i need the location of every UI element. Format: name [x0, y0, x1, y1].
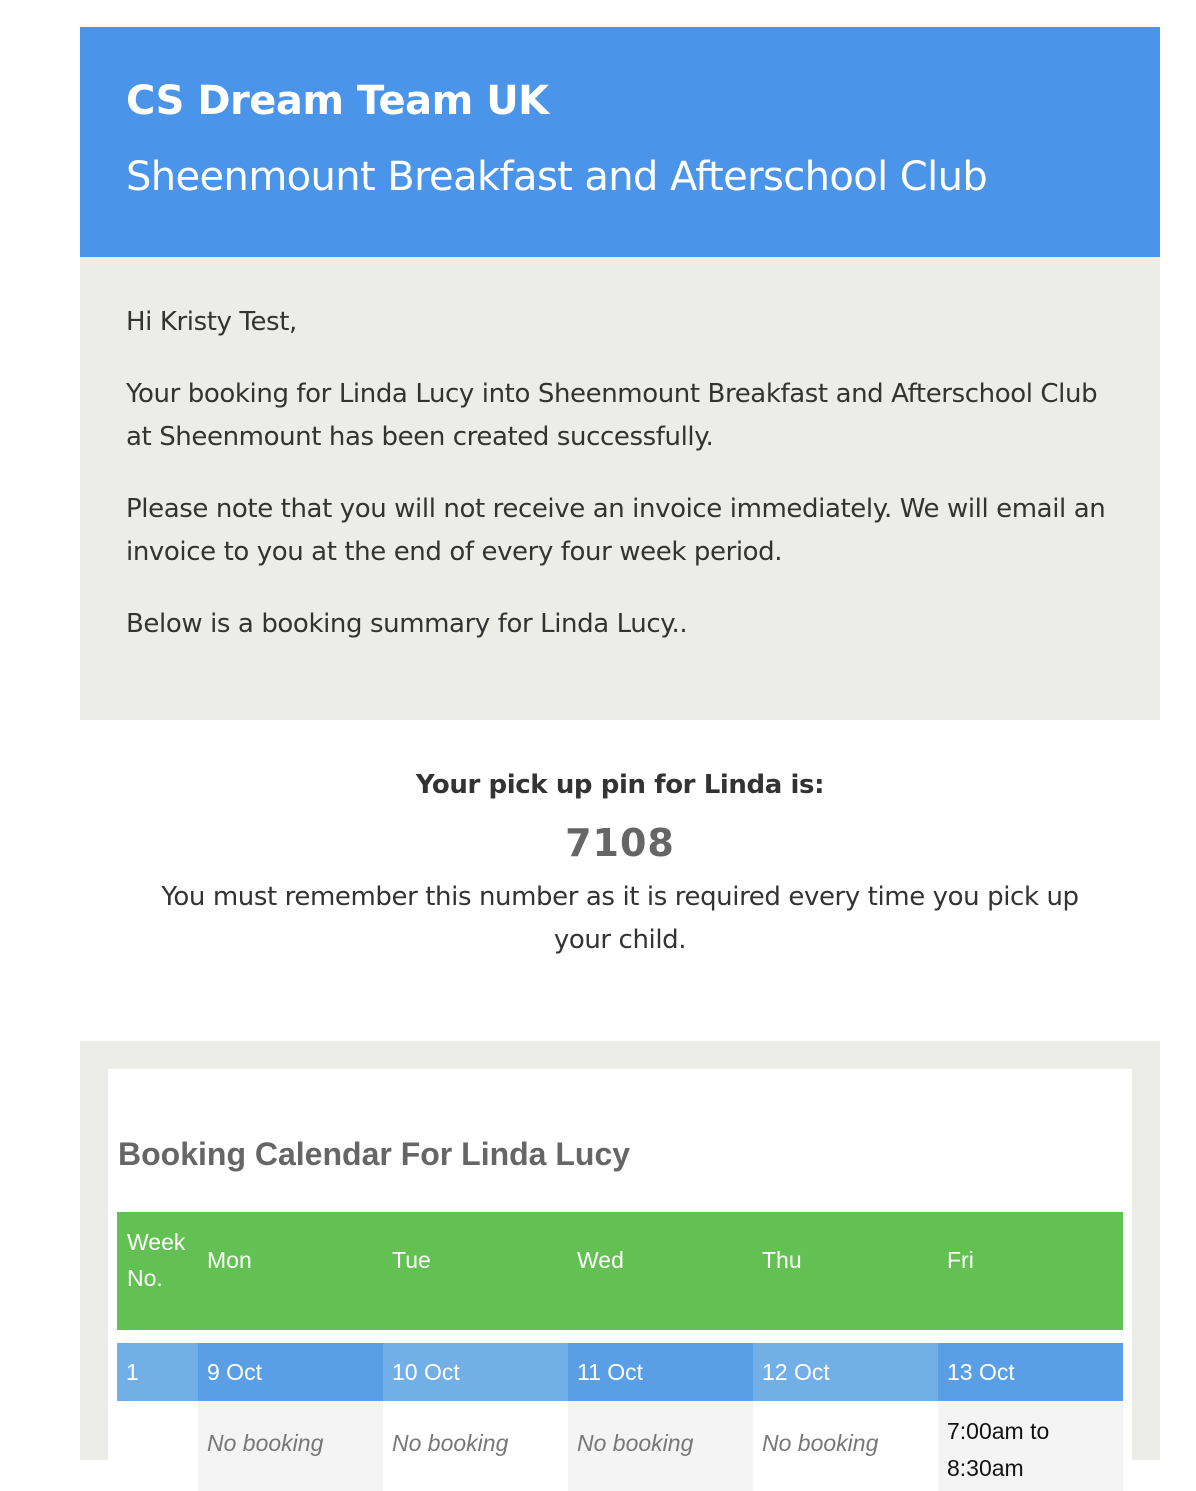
day-header-thu: Thu	[762, 1247, 802, 1273]
intro-section	[80, 257, 1160, 720]
date-cell: 13 Oct	[938, 1343, 1123, 1401]
booking-confirmation: Your booking for Linda Lucy into Sheenmount Breakfast and Afterschool Club at Sheenmount has been created successfully.	[126, 379, 1098, 452]
week-spacer-cell	[117, 1401, 198, 1491]
pin-note: You must remember this number as it is required every time you pick up your child.	[161, 882, 1079, 955]
pin-section	[80, 760, 1160, 962]
calendar-section	[80, 1041, 1160, 1481]
org-name: CS Dream Team UK	[126, 78, 549, 124]
booking-cell: No booking	[198, 1401, 383, 1491]
day-header-tue: Tue	[392, 1247, 431, 1273]
greeting: Hi Kristy Test,	[126, 307, 297, 337]
date-cell: 10 Oct	[383, 1343, 568, 1401]
date-cell: 12 Oct	[753, 1343, 938, 1401]
calendar-booking-row	[117, 1401, 1123, 1491]
pin-title: Your pick up pin for Linda is:	[415, 770, 825, 800]
calendar-card	[108, 1069, 1132, 1481]
week-no-header: Week No.	[127, 1229, 186, 1291]
date-cell: 11 Oct	[568, 1343, 753, 1401]
club-name: Sheenmount Breakfast and Afterschool Club	[126, 154, 988, 200]
booking-cell: No booking	[568, 1401, 753, 1491]
booking-cell: No booking	[753, 1401, 938, 1491]
pin-number: 7108	[565, 821, 675, 865]
email-header	[80, 27, 1160, 257]
booking-cell-booked: 7:00am to 8:30am	[938, 1401, 1123, 1491]
week-number: 1	[117, 1343, 198, 1401]
calendar-date-row	[117, 1343, 1123, 1401]
summary-intro: Below is a booking summary for Linda Lucy..	[126, 609, 688, 639]
day-header-wed: Wed	[577, 1247, 624, 1273]
date-cell: 9 Oct	[198, 1343, 383, 1401]
booking-cell: No booking	[383, 1401, 568, 1491]
day-header-fri: Fri	[947, 1247, 974, 1273]
calendar-title: Booking Calendar For Linda Lucy	[118, 1136, 631, 1172]
calendar-header-row	[117, 1212, 1123, 1330]
invoice-note: Please note that you will not receive an invoice immediately. We will email an invoice to you at the end of every four week period.	[126, 494, 1106, 567]
day-header-mon: Mon	[207, 1247, 252, 1273]
